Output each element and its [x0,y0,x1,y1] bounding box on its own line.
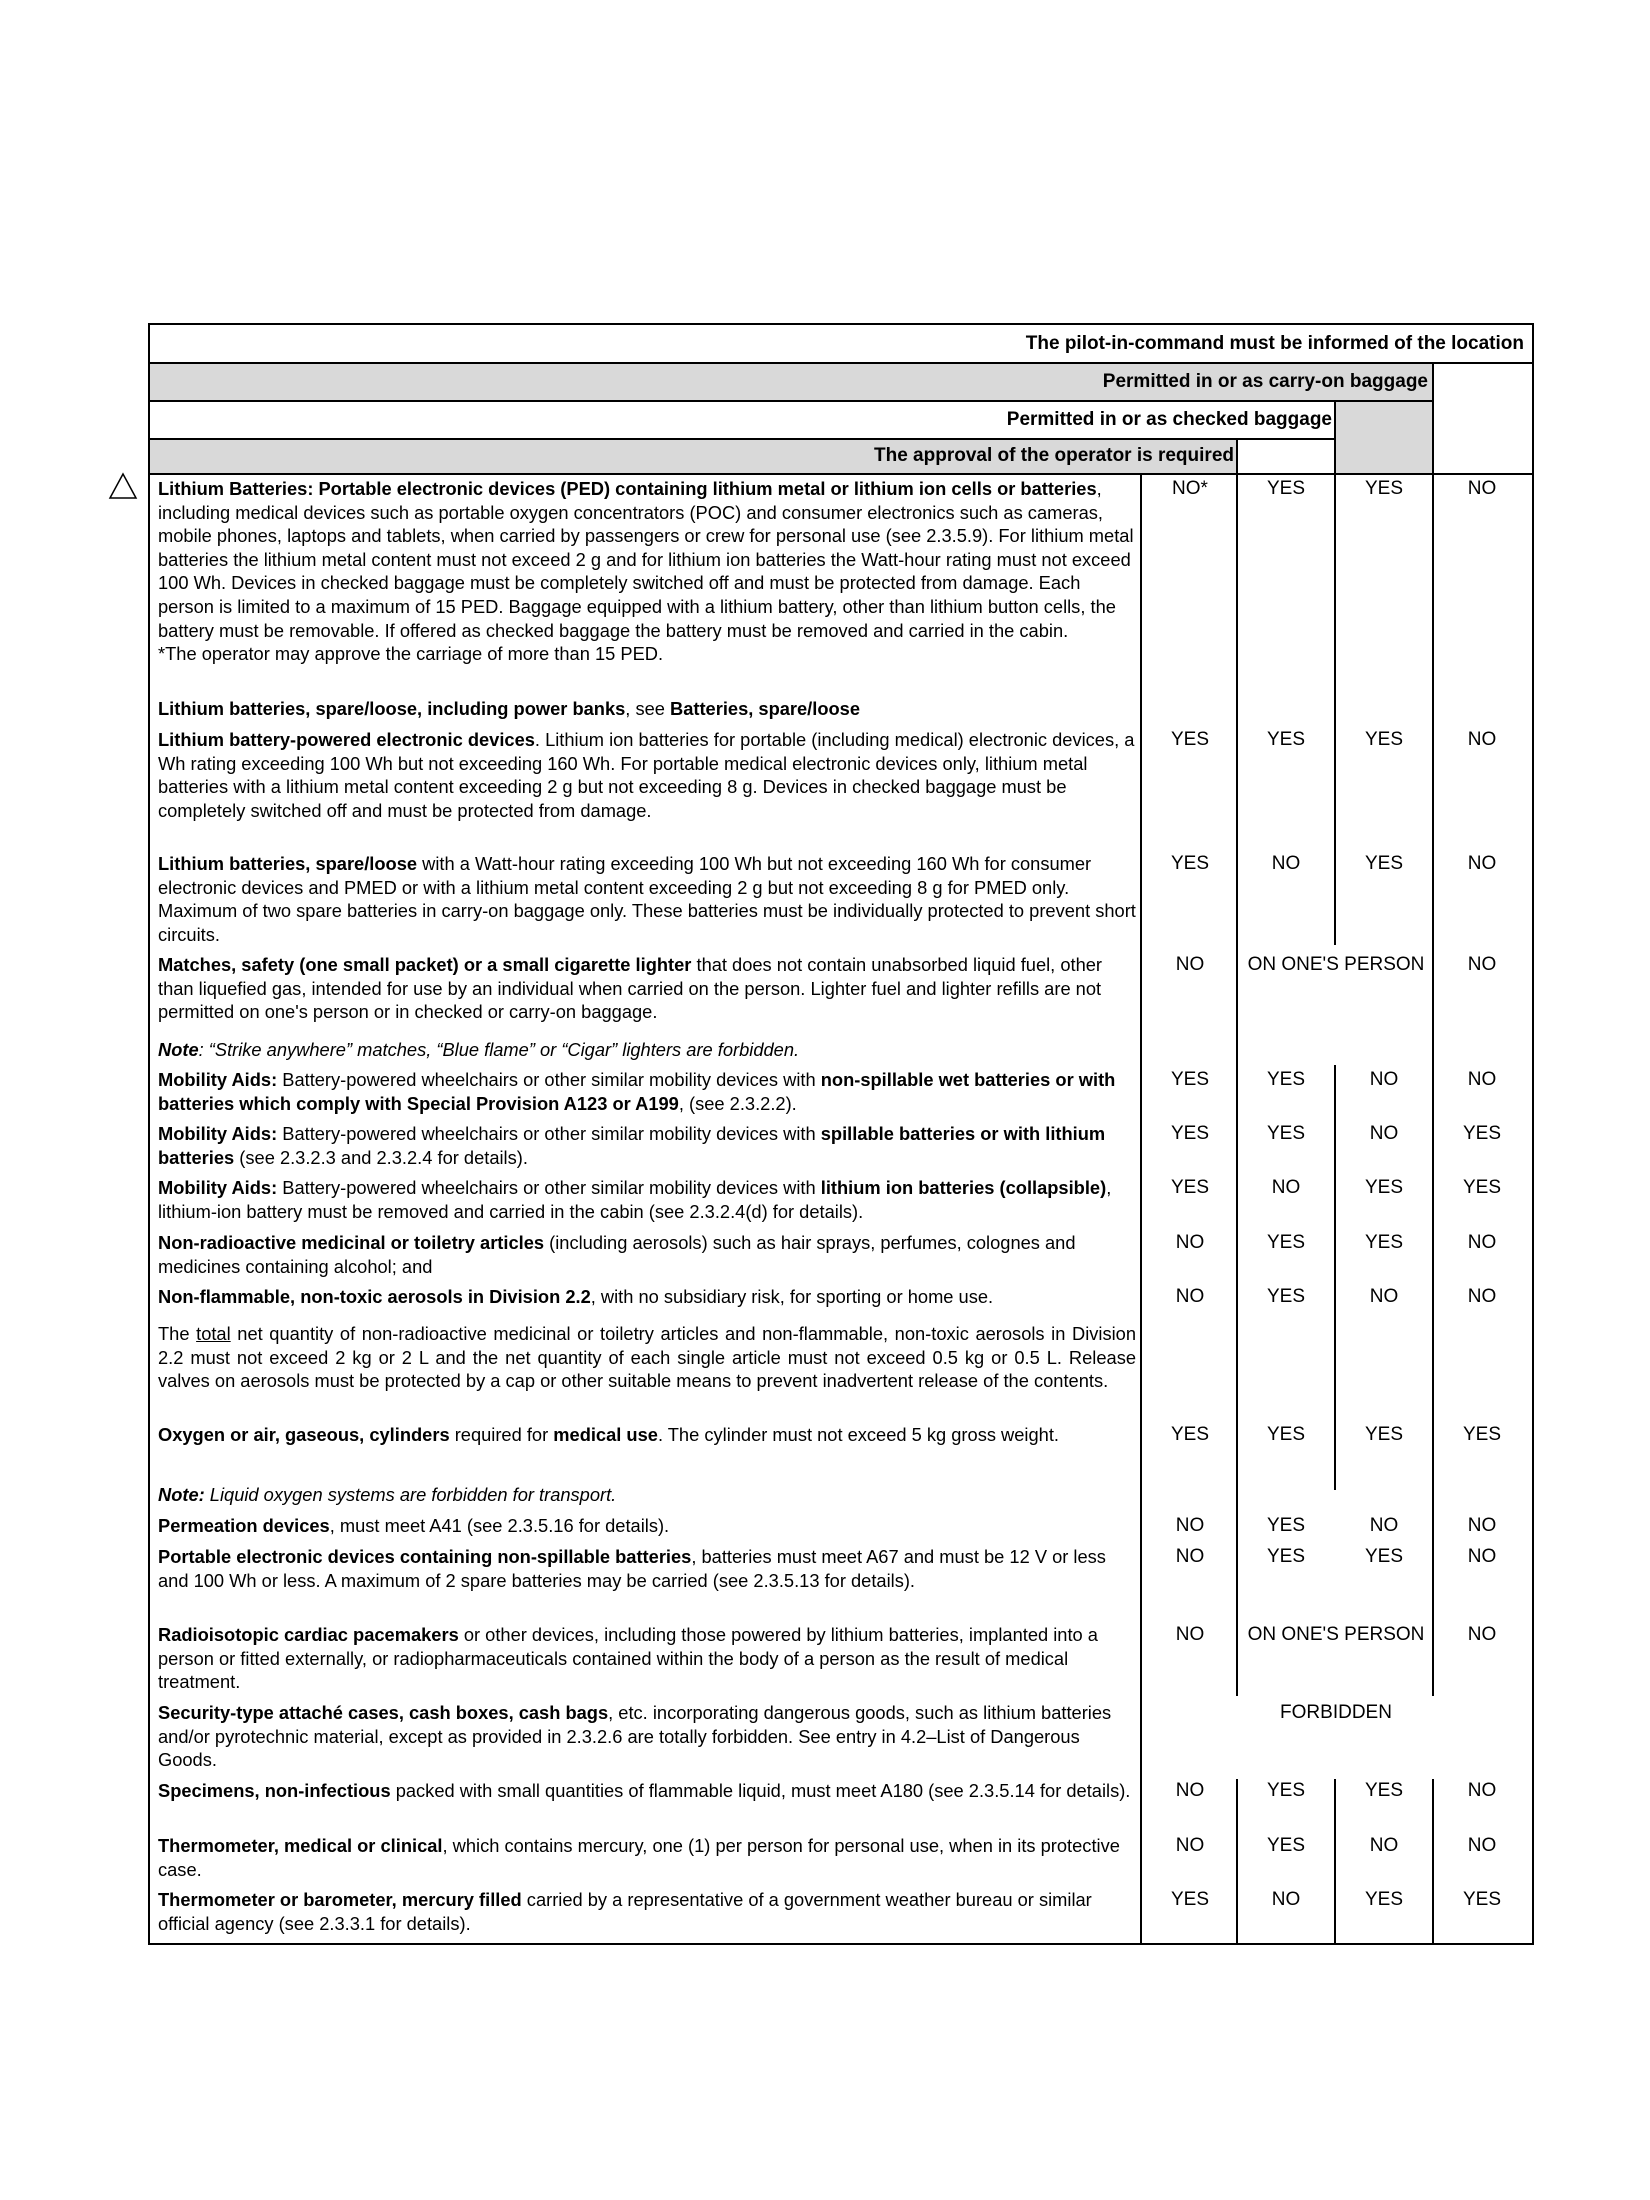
row-description: , including medical devices such as portable oxygen concentrators (POC) and consumer electronics such as cameras, mobile phones, laptops and tablets, when carried by passengers or crew for personal use (see 2.3.5.9). For lithium metal batteries the lithium metal content must not exceed 2 g and for lithium ion batteries the Watt-hour rating must not exceed 100 Wh. Devices in checked baggage must be completely switched off and must be protected from damage. Each person is limited to a maximum of 15 PED. Baggage equipped with a lithium battery, other than lithium button cells, the battery must be removable. If offered as checked baggage the battery must be removed and carried in the cabin. [158,478,1134,641]
cell-pilot: NO [1467,478,1497,499]
description-column-divider [1140,474,1142,1945]
row-title: Lithium battery-powered electronic devices [158,729,535,750]
cell-checked: YES [1266,729,1306,750]
cell-checked: NO [1271,1177,1301,1198]
note-label: Note: [158,1484,205,1505]
row-title: Oxygen or air, gaseous, cylinders [158,1424,450,1445]
cell-pilot: NO [1467,1232,1497,1253]
cell-carry-on: YES [1364,1546,1404,1567]
row-emphasis: non-spillable wet batteries or with batteries which comply with Special Provision A123 or A199 [158,1069,1116,1114]
note-label: Note [158,1039,199,1060]
checked-column-shade [1335,401,1433,474]
cell-approval: YES [1170,1069,1210,1090]
cell-pilot: YES [1462,1177,1502,1198]
row-description: , which contains mercury, one (1) per person for personal use, when in its protective case. [158,1835,1120,1880]
cell-checked: YES [1266,1286,1306,1307]
row-description: , batteries must meet A67 and must be 12 V or less and 100 Wh or less. A maximum of 2 spare batteries may be carried (see 2.3.5.13 for details). [158,1546,1106,1591]
cell-approval: NO [1175,1232,1205,1253]
row-title: Security-type attaché cases, cash boxes, cash bags [158,1702,609,1723]
row-emphasis: medical use [553,1424,658,1445]
cell-carry-on: YES [1364,1889,1404,1910]
cell-pilot: NO [1467,1286,1497,1307]
column-divider [1432,1779,1434,1945]
row-title: Mobility Aids: [158,1069,278,1090]
note-text: Liquid oxygen systems are forbidden for transport. [204,1484,617,1505]
row-text [158,1545,1136,1592]
row-description: Battery-powered wheelchairs or other similar mobility devices with [277,1123,821,1144]
cell-approval: NO [1175,1546,1205,1567]
header-divider [150,438,1335,440]
warning-triangle-icon [108,472,138,500]
row-description: . The cylinder must not exceed 5 kg gross weight. [657,1424,1059,1445]
row-text [158,953,1136,1024]
row-title: Lithium Batteries: Portable electronic devices (PED) containing lithium metal or lithium ion cells or batteries [158,478,1097,499]
cell-checked: YES [1266,1424,1306,1445]
cell-carry-on: YES [1364,729,1404,750]
header-approval: The approval of the operator is required [873,445,1234,466]
header-bottom-rule [150,473,1532,475]
row-text [158,1623,1136,1694]
header-checked: Permitted in or as checked baggage [1006,409,1332,430]
row-description: , etc. incorporating dangerous goods, such as lithium batteries and/or pyrotechnic material, except as provided in 2.3.2.6 are totally forbidden. See entry in 4.2–List of Dangerous Goods. [158,1702,1112,1771]
row-description: , (see 2.3.2.2). [678,1092,797,1114]
row-text [158,1514,1136,1538]
cell-checked: YES [1266,1835,1306,1856]
cell-approval: YES [1170,729,1210,750]
cell-pilot: NO [1467,1069,1497,1090]
dangerous-goods-table [148,323,1534,1945]
cell-approval: NO* [1172,478,1208,499]
row-description: , see [625,698,670,719]
cell-checked: YES [1266,1515,1306,1536]
row-text [158,1423,1136,1447]
row-note [158,1483,1136,1507]
row-title: Specimens, non-infectious [158,1780,391,1801]
row-reference: Batteries, spare/loose [670,698,861,719]
cell-approval: NO [1175,1286,1205,1307]
cell-approval: YES [1170,1424,1210,1445]
row-description: packed with small quantities of flammable liquid, must meet A180 (see 2.3.5.14 for details). [390,1780,1131,1801]
row-description: Battery-powered wheelchairs or other similar mobility devices with [277,1069,821,1090]
row-title: Permeation devices [158,1515,330,1536]
row-description: , lithium-ion battery must be removed and carried in the cabin (see 2.3.2.4(d) for details). [158,1177,1112,1222]
cell-pilot: NO [1467,1546,1497,1567]
note-text: : “Strike anywhere” matches, “Blue flame” or “Cigar” lighters are forbidden. [198,1039,800,1060]
row-description: . Lithium ion batteries for portable (including medical) electronic devices, a Wh rating exceeding 100 Wh but not exceeding 160 Wh. For portable medical electronic devices only, lithium metal batteries with a lithium metal content exceeding 2 g but not exceeding 8 g. Devices in checked baggage must be completely switched off and must be protected from damage. [158,729,1135,821]
cell-approval: YES [1170,1123,1210,1144]
cell-checked: YES [1266,1546,1306,1567]
cell-pilot: NO [1467,729,1497,750]
header-carry-on: Permitted in or as carry-on baggage [1102,371,1428,392]
row-underlined: total [196,1323,231,1344]
row-note [158,1038,1136,1062]
row-title: Mobility Aids: [158,1123,278,1144]
cell-checked: NO [1271,1889,1301,1910]
cell-approval: NO [1175,1624,1205,1645]
cell-on-ones-person: ON ONE'S PERSON [1247,954,1425,975]
cell-pilot: NO [1467,1780,1497,1801]
row-title: Mobility Aids: [158,1177,278,1198]
row-description: or other devices, including those powered by lithium batteries, implanted into a person or fitted externally, or radiopharmaceuticals contained within the body of a person as the result of medical treatment. [158,1624,1098,1693]
row-text [158,1122,1136,1169]
row-text [158,1701,1136,1772]
cell-checked: NO [1271,853,1301,874]
header-col-divider [1334,400,1336,475]
row-text [158,1176,1136,1223]
cell-pilot: YES [1462,1123,1502,1144]
cell-carry-on: YES [1364,1780,1404,1801]
cell-pilot: NO [1467,1515,1497,1536]
row-footnote: *The operator may approve the carriage of more than 15 PED. [158,643,664,665]
cell-approval: YES [1170,1889,1210,1910]
row-text [158,1322,1136,1393]
cell-approval: YES [1170,853,1210,874]
cell-approval: NO [1175,954,1205,975]
row-text [158,1834,1136,1881]
cell-carry-on: NO [1369,1123,1399,1144]
cell-pilot: NO [1467,1835,1497,1856]
cell-pilot: NO [1467,1624,1497,1645]
row-description: , with no subsidiary risk, for sporting or home use. [590,1286,994,1307]
cell-checked: YES [1266,1123,1306,1144]
cell-approval: NO [1175,1835,1205,1856]
row-title: Thermometer or barometer, mercury filled [158,1889,522,1910]
row-description: Battery-powered wheelchairs or other similar mobility devices with [277,1177,821,1198]
row-text [158,852,1136,946]
cell-pilot: YES [1462,1424,1502,1445]
row-description: carried by a representative of a government weather bureau or similar official agency (see 2.3.3.1 for details). [158,1889,1092,1934]
cell-carry-on: YES [1364,478,1404,499]
cell-carry-on: YES [1364,1232,1404,1253]
header-col-divider [1236,438,1238,475]
row-description: with a Watt-hour rating exceeding 100 Wh but not exceeding 160 Wh for consumer electronic devices and PMED or with a lithium metal content exceeding 2 g but not exceeding 8 g for PMED only. Maximum of two spare batteries in carry-on baggage only. These batteries must be individually protected to prevent short circuits. [158,853,1136,945]
row-text [158,728,1136,822]
row-title: Radioisotopic cardiac pacemakers [158,1624,459,1645]
cell-approval: NO [1175,1780,1205,1801]
row-description: The [158,1323,197,1344]
row-title: Thermometer, medical or clinical [158,1835,443,1856]
row-text [158,1779,1136,1803]
cell-checked: YES [1266,1232,1306,1253]
row-title: Lithium batteries, spare/loose, including power banks [158,698,626,719]
row-description: (see 2.3.2.3 and 2.3.2.4 for details). [234,1146,528,1168]
row-text [158,1231,1136,1278]
row-text [158,1068,1136,1115]
cell-checked: YES [1266,1069,1306,1090]
row-text [158,697,1136,721]
header-divider [150,400,1433,402]
cell-on-ones-person: ON ONE'S PERSON [1247,1624,1425,1645]
row-text [158,1888,1136,1935]
cell-pilot: NO [1467,853,1497,874]
cell-checked: YES [1266,478,1306,499]
row-description: , must meet A41 (see 2.3.5.16 for details). [329,1515,670,1536]
cell-carry-on: NO [1369,1069,1399,1090]
row-emphasis: lithium ion batteries (collapsible) [820,1177,1107,1198]
row-title: Matches, safety (one small packet) or a small cigarette lighter [158,954,692,975]
column-divider [1334,1779,1336,1945]
cell-carry-on: YES [1364,1424,1404,1445]
cell-carry-on: NO [1369,1835,1399,1856]
row-text [158,1285,1136,1309]
cell-forbidden: FORBIDDEN [1280,1702,1392,1723]
header-pilot-informed: The pilot-in-command must be informed of the location [1025,333,1524,354]
row-emphasis: spillable batteries or with lithium batteries [158,1123,1106,1168]
cell-pilot: NO [1467,954,1497,975]
column-divider [1236,1779,1238,1945]
cell-carry-on: NO [1369,1515,1399,1536]
header-divider [150,362,1532,364]
cell-approval: YES [1170,1177,1210,1198]
row-title: Portable electronic devices containing non-spillable batteries [158,1546,692,1567]
row-description: that does not contain unabsorbed liquid fuel, other than liquefied gas, intended for use by an individual when carried on the person. Lighter fuel and lighter refills are not permitted on one's person or in checked or carry-on baggage. [158,954,1103,1023]
row-title: Non-flammable, non-toxic aerosols in Division 2.2 [158,1286,591,1307]
row-description: net quantity of non-radioactive medicinal or toiletry articles and non-flammable, non-toxic aerosols in Division 2.2 must not exceed 2 kg or 2 L and the net quantity of each single article must not exceed 0.5 kg or 0.5 L. Release valves on aerosols must be protected by a cap or other suitable means to prevent inadvertent release of the contents. [158,1323,1136,1392]
row-title: Lithium batteries, spare/loose [158,853,418,874]
row-title: Non-radioactive medicinal or toiletry articles [158,1232,545,1253]
row-text [158,477,1136,666]
header-col-divider [1432,362,1434,475]
row-description: required for [449,1424,554,1445]
row-description: (including aerosols) such as hair sprays, perfumes, colognes and medicines containing alcohol; and [158,1232,1076,1277]
cell-carry-on: YES [1364,853,1404,874]
cell-pilot: YES [1462,1889,1502,1910]
cell-checked: YES [1266,1780,1306,1801]
cell-carry-on: NO [1369,1286,1399,1307]
cell-carry-on: YES [1364,1177,1404,1198]
cell-approval: NO [1175,1515,1205,1536]
